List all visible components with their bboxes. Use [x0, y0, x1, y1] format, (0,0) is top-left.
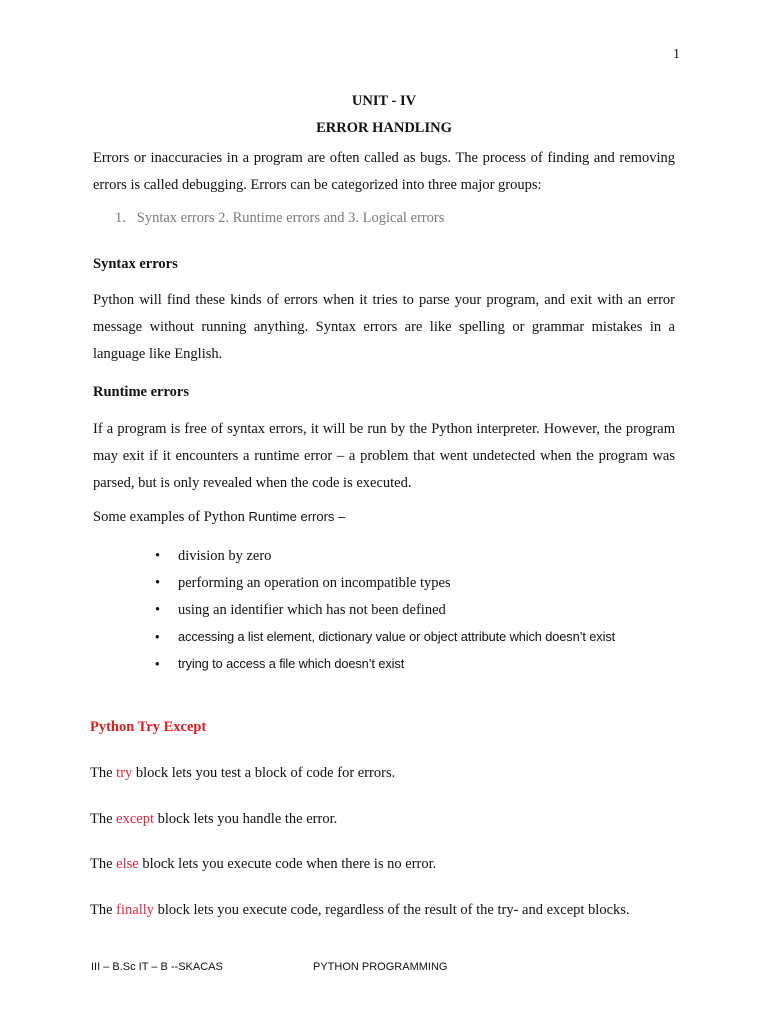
keyword-else: else	[116, 856, 139, 872]
bullet-icon: •	[155, 602, 161, 618]
bullet-icon: •	[155, 656, 160, 671]
syntax-errors-heading: Syntax errors	[93, 256, 178, 272]
intro-paragraph: Errors or inaccuracies in a program are often called as bugs. The process of finding and removing errors is called debugging. Errors can be categorized into three major groups:	[93, 150, 675, 193]
list-item: • using an identifier which has not been defined	[155, 599, 615, 626]
syntax-errors-body: Python will find these kinds of errors when it tries to parse your program, and exit with an error message without running anything. Syntax errors are like spelling or grammar mistakes in a language like English.	[93, 292, 675, 362]
bullet-icon: •	[155, 548, 161, 564]
footer-left: III – B.Sc IT – B --SKACAS	[91, 961, 223, 973]
numbered-list	[115, 210, 444, 227]
try-except-heading: Python Try Except	[90, 719, 207, 735]
else-line: The else block lets you execute code when there is no error.	[90, 856, 437, 872]
page-number: 1	[673, 47, 680, 62]
except-line: The except block lets you handle the error.	[90, 811, 338, 827]
list-item: • accessing a list element, dictionary value or object attribute which doesn’t exist	[155, 626, 615, 653]
examples-intro-suffix: Runtime errors –	[248, 509, 346, 524]
list-item-text: Syntax errors 2. Runtime errors and 3. Logical errors	[136, 210, 445, 226]
examples-intro-prefix: Some examples of Python	[93, 509, 245, 525]
keyword-except: except	[116, 811, 155, 827]
unit-title: UNIT - IV	[351, 93, 417, 109]
list-item: • performing an operation on incompatible types	[155, 572, 615, 599]
chapter-title: ERROR HANDLING	[316, 120, 452, 136]
try-line: The try block lets you test a block of code for errors.	[90, 765, 396, 781]
list-item: • division by zero	[155, 545, 615, 572]
list-number: 1.	[115, 210, 126, 226]
runtime-examples-list	[155, 545, 615, 680]
runtime-errors-body: If a program is free of syntax errors, it will be run by the Python interpreter. However, the program may exit if it encounters a runtime error – a problem that went undetected when the program was parsed, but is only revealed when the code is executed.	[93, 421, 675, 491]
runtime-errors-heading: Runtime errors	[93, 384, 189, 400]
footer-right: PYTHON PROGRAMMING	[313, 961, 448, 973]
keyword-try: try	[116, 765, 133, 781]
examples-intro	[93, 509, 345, 526]
bullet-icon: •	[155, 629, 160, 644]
finally-line: The finally block lets you execute code, regardless of the result of the try- and except blocks.	[90, 902, 630, 918]
keyword-finally: finally	[116, 902, 155, 918]
bullet-icon: •	[155, 575, 161, 591]
list-item: • trying to access a file which doesn’t exist	[155, 653, 615, 680]
